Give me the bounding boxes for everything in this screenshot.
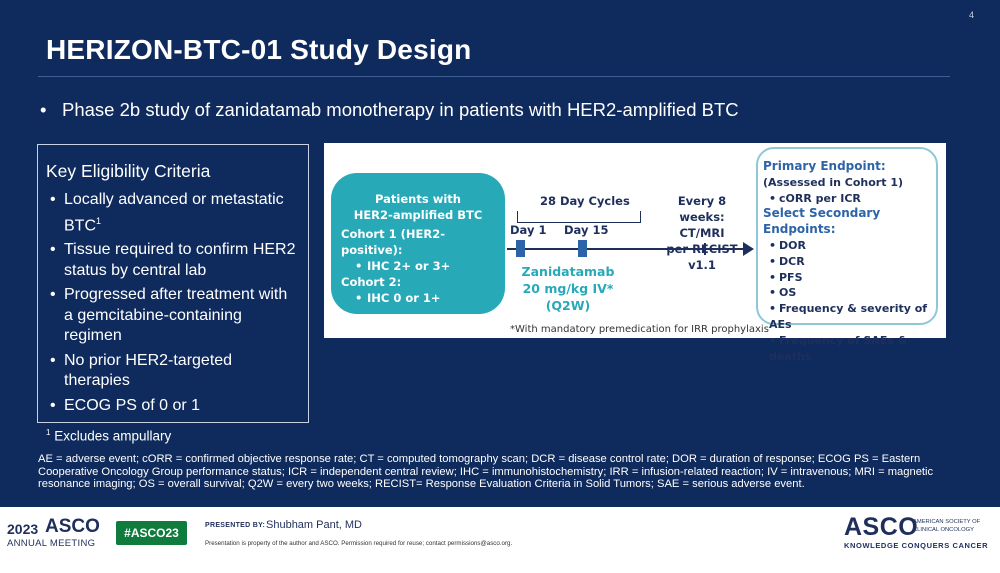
cohort2-label: Cohort 2: [341, 275, 402, 289]
primary-endpoint-heading: Primary Endpoint: [763, 159, 886, 173]
secondary-endpoint-item [763, 301, 936, 333]
timeline-arrow [507, 248, 745, 250]
drug-name: Zanidatamab [521, 264, 615, 279]
bullet-icon: • [355, 291, 363, 305]
secondary-endpoint-item [763, 333, 936, 365]
secondary-endpoint-text: DOR [779, 238, 806, 252]
cohort1-label: Cohort 1 (HER2-positive): [341, 227, 445, 257]
secondary-endpoint-item [763, 254, 936, 270]
day15-label: Day 15 [564, 223, 609, 237]
abbreviations-text: AE = adverse event; cORR = confirmed objective response rate; CT = computed tomography scan; DCR = disease control rate; DOR = duration of response; ECOG PS = Eastern Cooperative Oncology Group performance status; ICR = independent central review; IHC = immunohistochemistry; IRR = infusion-related reaction; IV = intravenous; MRI = magnetic resonance imaging; OS = overall survival; Q2W = every two weeks; RECIST= Response Evaluation Criteria in Solid Tumors; SAE = serious adverse event. [38, 453, 934, 490]
hashtag-badge: #ASCO23 [116, 521, 187, 545]
bullet-icon: • [50, 191, 56, 208]
secondary-endpoint-text: Frequency & severity of AEs [769, 302, 928, 331]
criteria-item-text: Progressed after treatment with a gemcitabine-containing regimen [64, 286, 288, 345]
patients-heading: Patients with [375, 192, 461, 206]
secondary-endpoint-item [763, 285, 936, 301]
dose-marker-day15 [578, 240, 587, 257]
patients-box [331, 173, 505, 314]
primary-endpoint-text: cORR per ICR [779, 191, 861, 205]
criteria-item [46, 351, 300, 392]
bullet-icon: • [769, 333, 777, 347]
meeting-year: 2023 [7, 521, 39, 537]
bullet-icon: • [769, 302, 777, 316]
secondary-endpoint-text: PFS [779, 270, 803, 284]
secondary-endpoint-text: OS [779, 286, 797, 300]
asco-society-name [913, 519, 985, 534]
bullet-icon: • [769, 238, 777, 252]
secondary-endpoint-text: Frequency of SAEs & deaths [769, 333, 908, 363]
bullet-icon: • [355, 259, 363, 273]
imaging-tick [704, 243, 706, 255]
footnote [46, 428, 171, 444]
drug-label [508, 263, 628, 314]
study-design-diagram [324, 143, 946, 363]
criteria-item [46, 190, 300, 236]
meeting-asco-logo: ASCO [45, 516, 100, 537]
criteria-item [46, 285, 300, 347]
criteria-list [46, 190, 300, 416]
cohort1-item [355, 258, 505, 274]
footer-bar [0, 507, 1000, 573]
secondary-endpoint-text: DCR [779, 254, 805, 268]
bullet-icon: • [50, 286, 56, 304]
society-line2: CLINICAL ONCOLOGY [913, 526, 974, 533]
imaging-schedule-label [654, 193, 750, 273]
bullet-icon: • [769, 254, 777, 268]
drug-schedule: (Q2W) [545, 298, 591, 313]
title-divider [38, 76, 950, 77]
asco-tagline: KNOWLEDGE CONQUERS CANCER [844, 541, 989, 550]
cohort2-item-text: IHC 0 or 1+ [367, 291, 441, 305]
secondary-endpoint-item [763, 238, 936, 254]
primary-endpoint-item [763, 191, 936, 207]
bullet-icon: • [40, 99, 47, 120]
society-line1: AMERICAN SOCIETY OF [913, 519, 981, 525]
primary-endpoint-sub: (Assessed in Cohort 1) [763, 175, 903, 189]
asco-logo: ASCO [844, 513, 919, 541]
imaging-line1: Every 8 weeks: [677, 194, 727, 224]
study-summary-text: Phase 2b study of zanidatamab monotherapy in patients with HER2-amplified BTC [62, 99, 739, 120]
footnote-text: Excludes ampullary [54, 428, 172, 444]
bullet-icon: • [50, 396, 56, 414]
endpoints-box [756, 147, 938, 363]
criteria-title: Key Eligibility Criteria [46, 161, 211, 181]
bullet-icon: • [50, 241, 56, 259]
drug-dose: 20 mg/kg IV* [522, 281, 614, 296]
criteria-item-text: Tissue required to confirm HER2 status by central lab [64, 241, 296, 279]
imaging-line3: v1.1 [688, 258, 716, 272]
cycles-label: 28 Day Cycles [540, 194, 630, 208]
study-summary-bullet [40, 99, 739, 121]
property-note: Presentation is property of the author and ASCO. Permission required for reuse; contact permissions@asco.org. [205, 540, 513, 547]
criteria-item [46, 396, 300, 417]
presented-by-label: PRESENTED BY: [205, 522, 266, 529]
slide-title: HERIZON-BTC-01 Study Design [46, 34, 472, 65]
bullet-icon: • [769, 191, 777, 205]
dose-marker-day1 [516, 240, 525, 257]
meeting-name: ANNUAL MEETING [7, 538, 96, 549]
criteria-item-text: Locally advanced or metastatic BTC [64, 191, 284, 234]
criteria-footnote-ref: 1 [96, 215, 102, 226]
criteria-item-text: ECOG PS of 0 or 1 [64, 396, 201, 414]
day1-label: Day 1 [510, 223, 547, 237]
secondary-endpoint-item [763, 270, 936, 286]
arrow-head-icon [743, 242, 754, 256]
criteria-item [46, 240, 300, 281]
premedication-note: *With mandatory premedication for IRR prophylaxis [510, 324, 769, 335]
cohort1-item-text: IHC 2+ or 3+ [367, 259, 451, 273]
imaging-line2: CT/MRI [679, 226, 725, 240]
eligibility-criteria-box [37, 144, 309, 423]
patients-heading-line2: HER2-amplified BTC [353, 208, 483, 222]
cohort2-item [355, 290, 505, 306]
slide-number: 4 [968, 10, 974, 20]
bullet-icon: • [50, 351, 56, 369]
footnote-marker: 1 [46, 428, 51, 437]
presenter-name: Shubham Pant, MD [266, 519, 362, 531]
bullet-icon: • [769, 286, 777, 300]
secondary-endpoint-heading: Select Secondary Endpoints: [763, 206, 881, 237]
cycle-bracket [517, 211, 641, 223]
bullet-icon: • [769, 270, 777, 284]
criteria-item-text: No prior HER2-targeted therapies [64, 351, 233, 390]
